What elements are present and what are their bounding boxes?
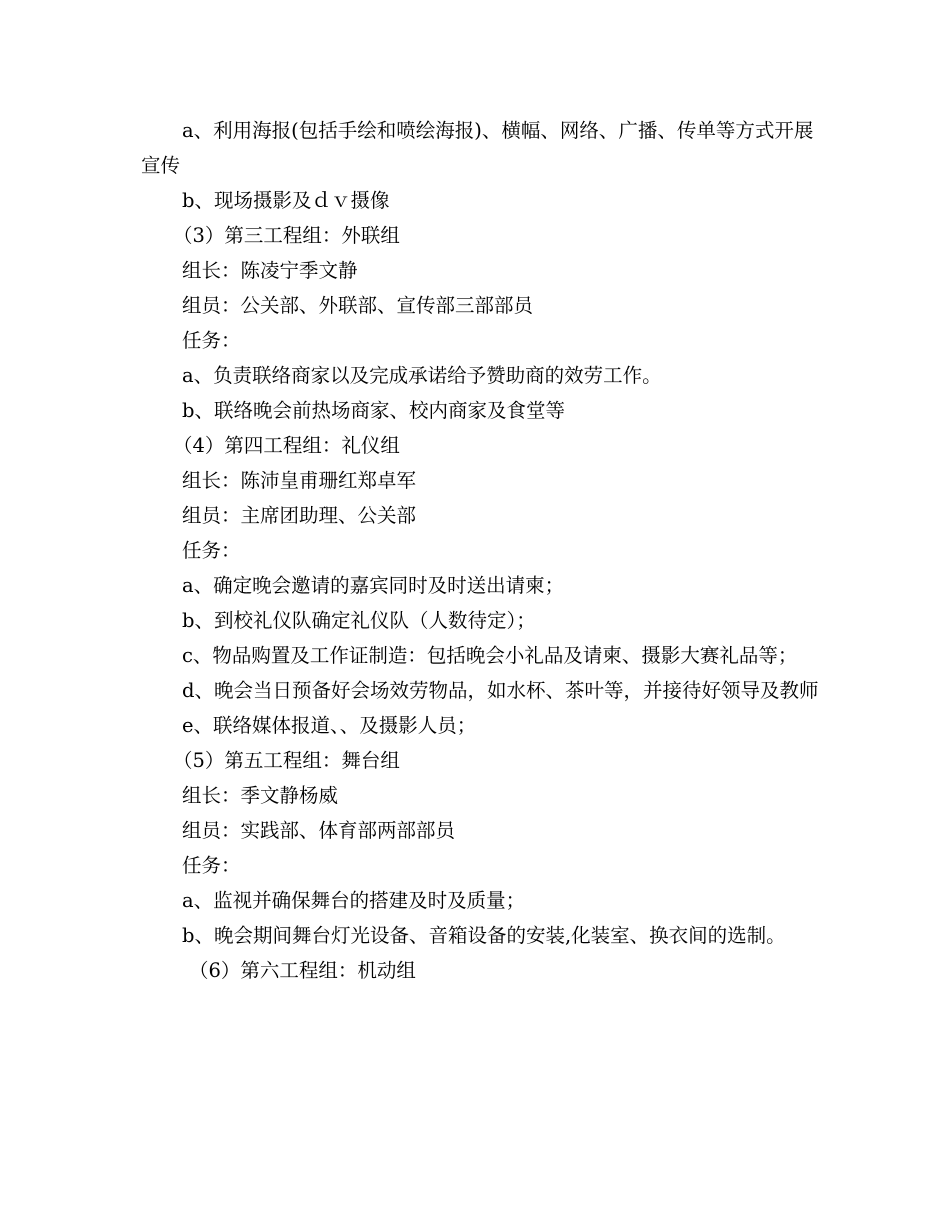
group-4-task-d: d、晚会当日预备好会场效劳物品，如水杯、茶叶等，并接待好领导及教师 <box>182 679 819 702</box>
group-4-task-b: b、到校礼仪队确定礼仪队（人数待定）； <box>182 609 536 632</box>
group-4-task-c: c、物品购置及工作证制造：包括晚会小礼品及请柬、摄影大赛礼品等； <box>182 644 798 667</box>
group-4-task-a: a、确定晚会邀请的嘉宾同时及时送出请柬； <box>182 574 565 597</box>
group-3-task-b: b、联络晚会前热场商家、校内商家及食堂等 <box>182 399 565 422</box>
group-4-leader: 组长：陈沛皇甫珊红郑卓军 <box>182 469 417 492</box>
group-5-task-b: b、晚会期间舞台灯光设备、音箱设备的安装,化装室、换衣间的选制。 <box>182 924 786 947</box>
group-3-task-label: 任务： <box>182 329 241 352</box>
group-4-task-label: 任务： <box>182 539 241 562</box>
section-heading-group-4: （4）第四工程组：礼仪组 <box>173 434 400 457</box>
group-3-members: 组员：公关部、外联部、宣传部三部部员 <box>182 294 534 317</box>
section-heading-group-6: （6）第六工程组：机动组 <box>189 959 416 982</box>
section-heading-group-5: （5）第五工程组：舞台组 <box>173 749 400 772</box>
group-5-task-a: a、监视并确保舞台的搭建及时及质量； <box>182 889 526 912</box>
document-body <box>141 113 821 988</box>
paragraph-task-b-photography: b、现场摄影及ｄｖ摄像 <box>182 189 390 212</box>
group-5-leader: 组长：季文静杨威 <box>182 784 339 807</box>
group-4-task-e: e、联络媒体报道、、及摄影人员； <box>182 714 477 737</box>
group-3-task-a: a、负责联络商家以及完成承诺给予赞助商的效劳工作。 <box>182 364 662 387</box>
group-5-task-label: 任务： <box>182 854 241 877</box>
group-5-members: 组员：实践部、体育部两部部员 <box>182 819 456 842</box>
paragraph-task-a-promotion: a、利用海报(包括手绘和喷绘海报)、横幅、网络、广播、传单等方式开展宣传 <box>141 119 814 177</box>
group-3-leader: 组长：陈凌宁季文静 <box>182 259 358 282</box>
group-4-members: 组员：主席团助理、公关部 <box>182 504 417 527</box>
section-heading-group-3: （3）第三工程组：外联组 <box>173 224 400 247</box>
